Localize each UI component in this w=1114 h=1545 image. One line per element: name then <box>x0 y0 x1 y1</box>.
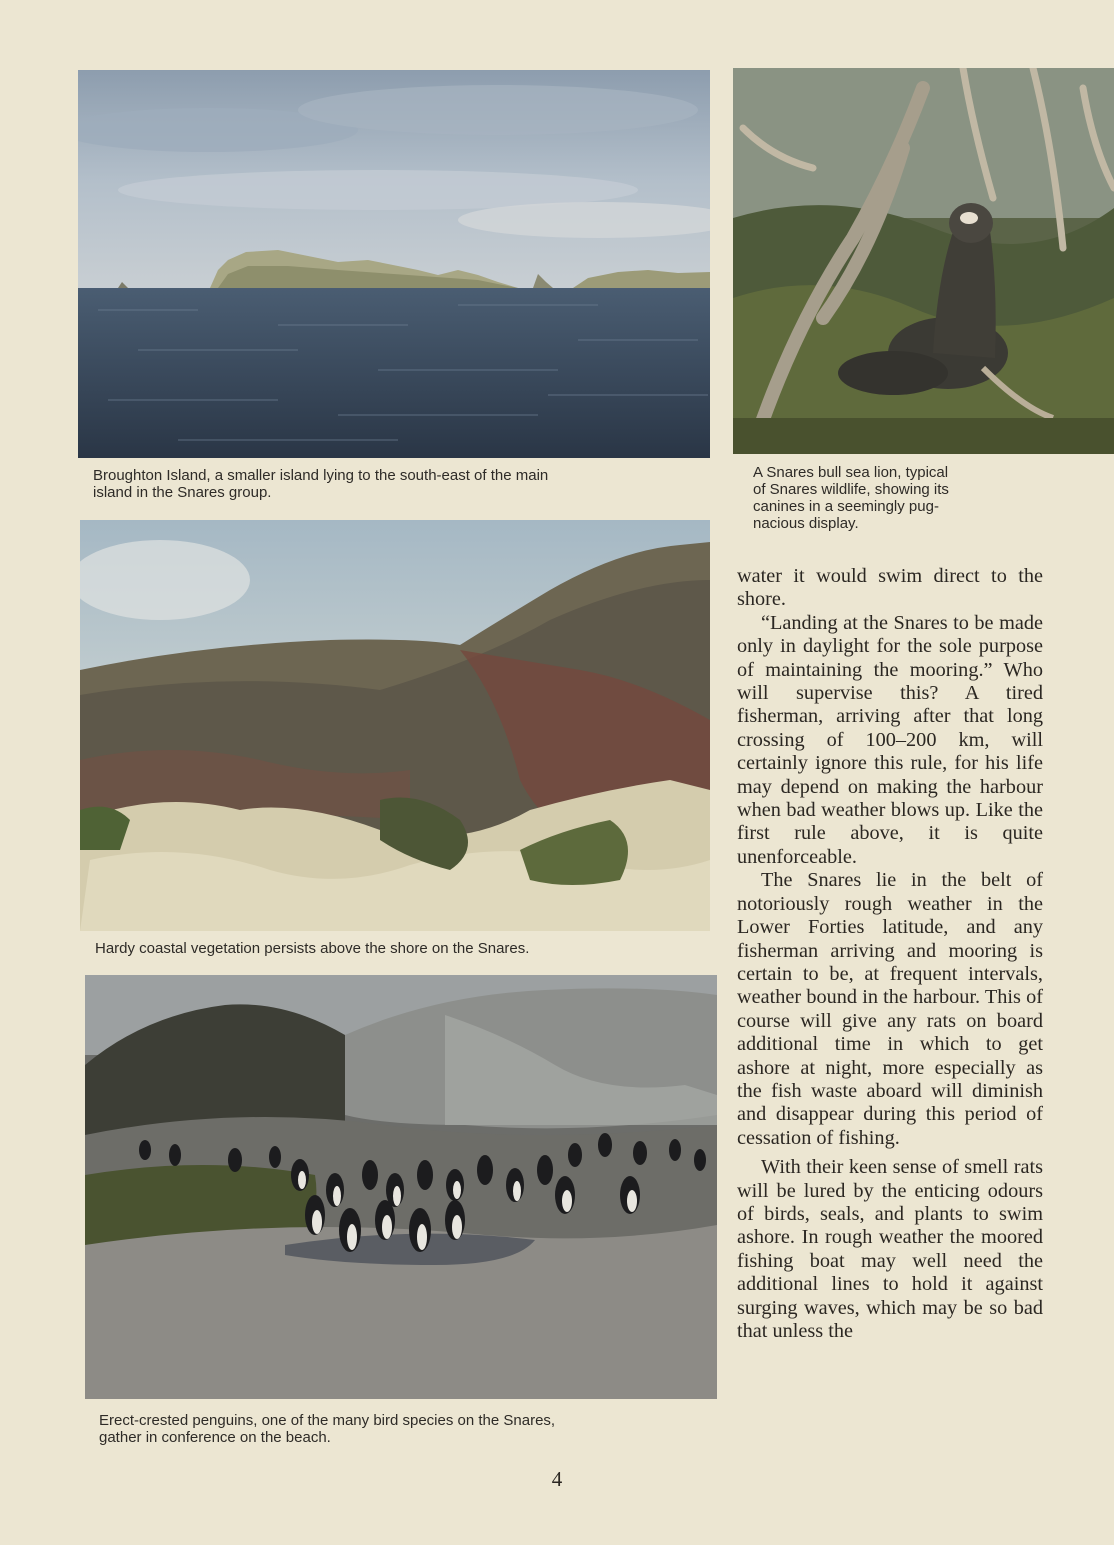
caption-coastal-vegetation: Hardy coastal vegetation persists above the shore on the Snares. <box>95 940 530 957</box>
photo-broughton-island <box>78 70 710 458</box>
caption-penguins: Erect-crested penguins, one of the many bird species on the Snares, gather in conference on the beach. <box>99 1412 556 1446</box>
paragraph-4: With their keen sense of smell rats will be lured by the enticing odours of birds, seals, and plants to swim ashore. In rough weather the moored fishing boat may well need the additional lines to hold it against surging waves, which may be so bad that unless the <box>737 1156 1043 1342</box>
photo-coastal-vegetation <box>80 520 710 931</box>
article-body <box>737 565 1043 1343</box>
photo-penguins <box>85 975 717 1399</box>
caption-broughton-island: Broughton Island, a smaller island lying to the south-east of the main island in the Snares group. <box>93 467 549 501</box>
photo-sea-lion <box>733 68 1114 454</box>
paragraph-1: water it would swim direct to the shore. <box>737 565 1043 611</box>
page-number: 4 <box>551 1467 563 1491</box>
caption-sea-lion: A Snares bull sea lion, typical of Snares wildlife, showing its canines in a seemingly pug- nacious display. <box>753 464 949 532</box>
paragraph-2: “Landing at the Snares to be made only in daylight for the sole purpose of maintaining the mooring.” Who will supervise this? A tired fisherman, arriving after that long crossing of 100–200 km, will certainly ignore this rule, for his life may depend on making the harbour when bad weather blows up. Like the first rule above, it is quite unenforceable. <box>737 611 1043 868</box>
paragraph-3: The Snares lie in the belt of notoriously rough weather in the Lower Forties latitude, and any fisherman arriving and mooring is certain to be, at frequent intervals, weather bound in the harbour. This of course will give any rats on board additional time in which to get ashore at night, more especially as the fish waste aboard will diminish and disappear during this period of cessation of fishing. <box>737 869 1043 1149</box>
